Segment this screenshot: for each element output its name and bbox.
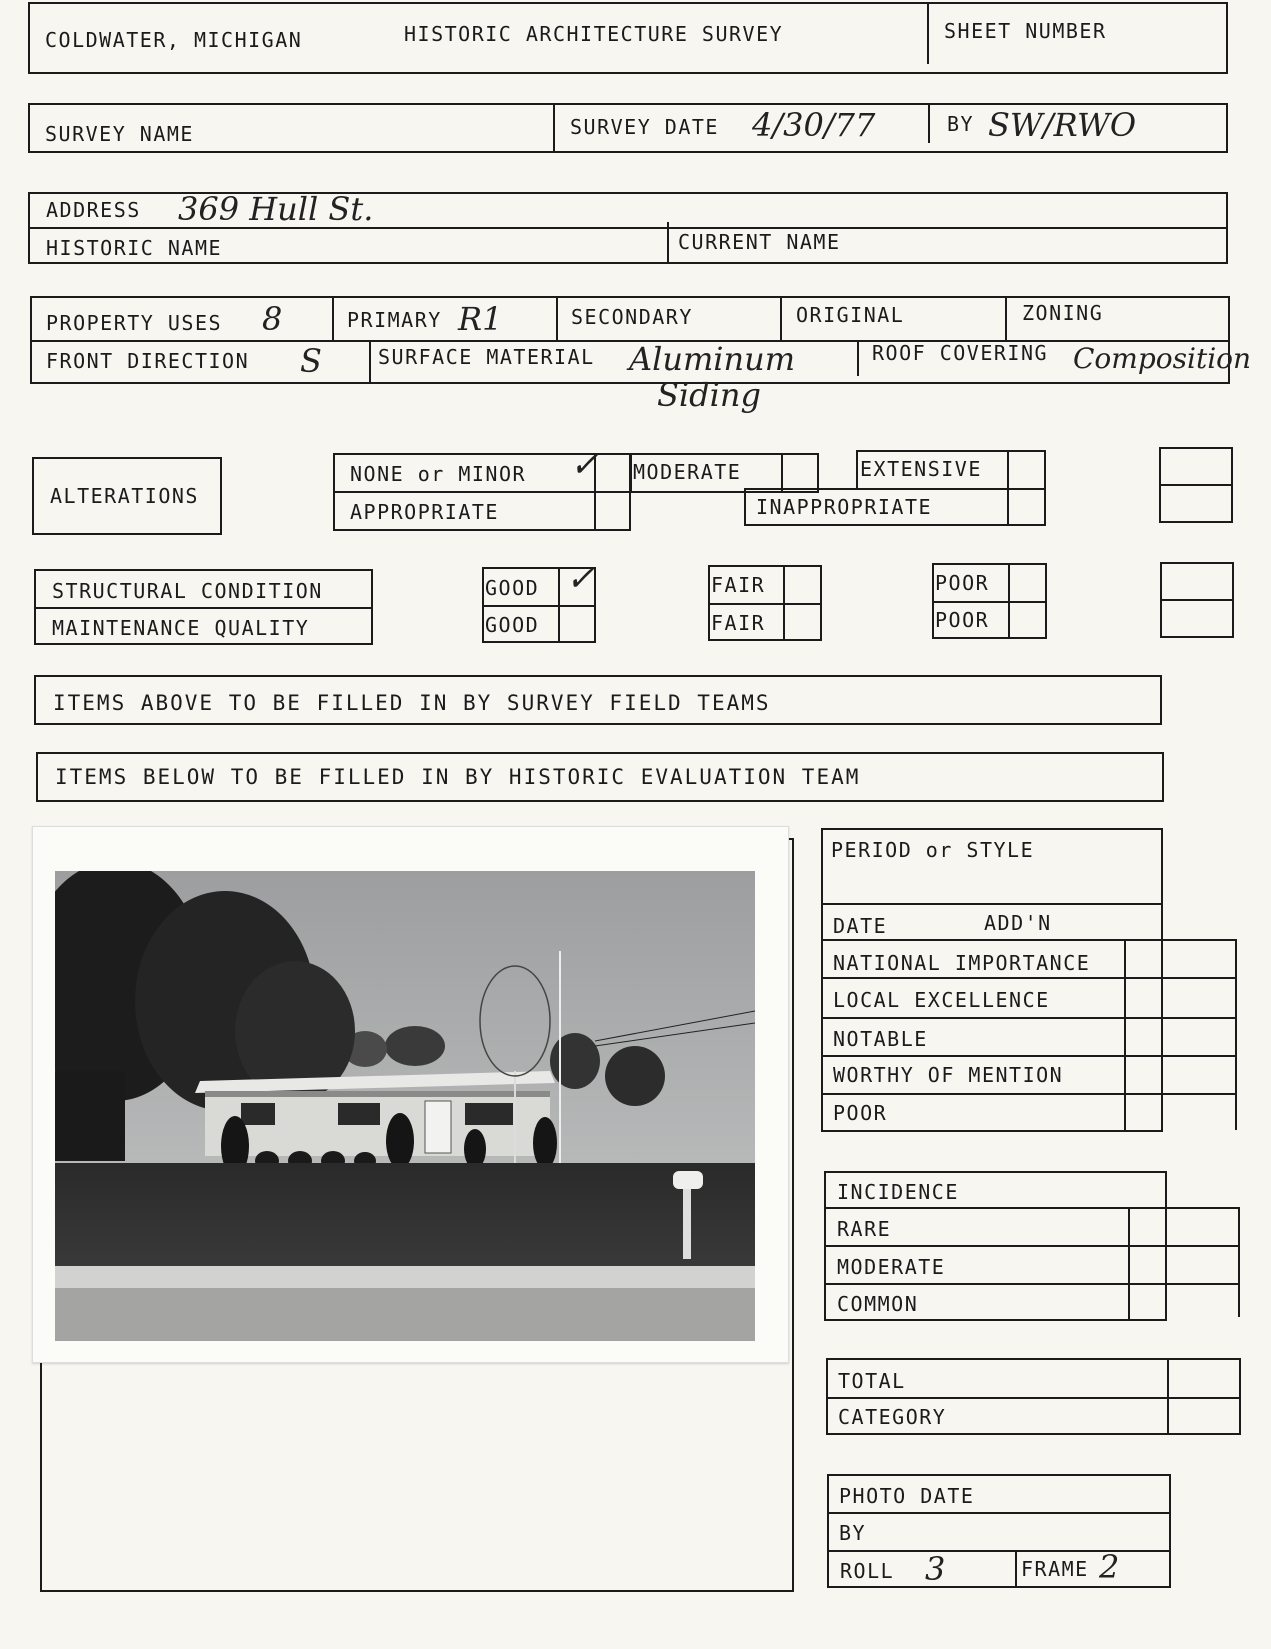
original-label: ORIGINAL <box>796 303 905 327</box>
form-title: HISTORIC ARCHITECTURE SURVEY <box>404 22 784 46</box>
moderate-option: MODERATE <box>633 460 742 484</box>
date-label: DATE <box>833 914 888 938</box>
address-label: ADDRESS <box>46 198 141 222</box>
photo-date-label: PHOTO DATE <box>839 1484 975 1508</box>
sheet-number-label: SHEET NUMBER <box>944 19 1107 43</box>
photo-by-label: BY <box>839 1521 867 1545</box>
property-uses-value: 8 <box>262 300 283 338</box>
survey-date-value: 4/30/77 <box>752 106 876 144</box>
evaluation-poor-label: POOR <box>833 1101 888 1125</box>
worthy-of-mention-label: WORTHY OF MENTION <box>833 1063 1064 1087</box>
surface-material-label: SURFACE MATERIAL <box>378 345 595 369</box>
common-label: COMMON <box>837 1292 919 1316</box>
structural-good-check: ✓ <box>566 559 595 599</box>
front-direction-label: FRONT DIRECTION <box>46 349 250 373</box>
roll-value: 3 <box>925 1550 946 1588</box>
category-label: CATEGORY <box>838 1405 947 1429</box>
historic-name-label: HISTORIC NAME <box>46 236 223 260</box>
by-label: BY <box>947 112 975 136</box>
house-photo <box>55 871 755 1341</box>
roof-covering-value: Composition <box>1073 342 1252 375</box>
frame-value: 2 <box>1099 1548 1120 1586</box>
maintenance-poor: POOR <box>935 608 990 632</box>
extensive-option: EXTENSIVE <box>860 457 982 481</box>
structural-poor: POOR <box>935 571 990 595</box>
maintenance-quality-label: MAINTENANCE QUALITY <box>52 616 310 640</box>
frame-label: FRAME <box>1021 1557 1089 1581</box>
national-importance-label: NATIONAL IMPORTANCE <box>833 951 1091 975</box>
structural-condition-label: STRUCTURAL CONDITION <box>52 579 323 603</box>
rare-label: RARE <box>837 1217 892 1241</box>
period-style-label: PERIOD or STYLE <box>831 838 1035 862</box>
field-teams-note: ITEMS ABOVE TO BE FILLED IN BY SURVEY FIELD TEAMS <box>53 691 771 715</box>
secondary-label: SECONDARY <box>571 305 693 329</box>
local-excellence-label: LOCAL EXCELLENCE <box>833 988 1050 1012</box>
none-minor-check: ✓ <box>570 445 599 485</box>
addn-label: ADD'N <box>984 911 1052 935</box>
survey-name-label: SURVEY NAME <box>45 122 194 146</box>
maintenance-fair: FAIR <box>711 611 766 635</box>
address-value: 369 Hull St. <box>178 190 374 228</box>
zoning-label: ZONING <box>1022 301 1104 325</box>
incidence-label: INCIDENCE <box>837 1180 959 1204</box>
primary-label: PRIMARY <box>347 308 442 332</box>
photo-mount <box>32 826 789 1363</box>
maintenance-good: GOOD <box>485 613 540 637</box>
inappropriate-option: INAPPROPRIATE <box>756 495 933 519</box>
roof-covering-label: ROOF COVERING <box>872 341 1049 365</box>
surface-material-value-1: Aluminum <box>629 340 796 378</box>
notable-label: NOTABLE <box>833 1027 928 1051</box>
property-uses-label: PROPERTY USES <box>46 311 223 335</box>
none-minor-option: NONE or MINOR <box>350 462 527 486</box>
structural-good: GOOD <box>485 576 540 600</box>
primary-value: R1 <box>458 300 503 338</box>
total-label: TOTAL <box>838 1369 906 1393</box>
survey-date-label: SURVEY DATE <box>570 115 719 139</box>
by-value: SW/RWO <box>988 106 1137 144</box>
evaluation-team-note: ITEMS BELOW TO BE FILLED IN BY HISTORIC EVALUATION TEAM <box>55 765 861 789</box>
alterations-label: ALTERATIONS <box>50 484 199 508</box>
current-name-label: CURRENT NAME <box>678 230 841 254</box>
city-label: COLDWATER, MICHIGAN <box>45 28 303 52</box>
appropriate-option: APPROPRIATE <box>350 500 499 524</box>
structural-fair: FAIR <box>711 573 766 597</box>
roll-label: ROLL <box>840 1559 895 1583</box>
surface-material-value-2: Siding <box>657 376 761 414</box>
incidence-moderate-label: MODERATE <box>837 1255 946 1279</box>
front-direction-value: S <box>300 342 322 380</box>
